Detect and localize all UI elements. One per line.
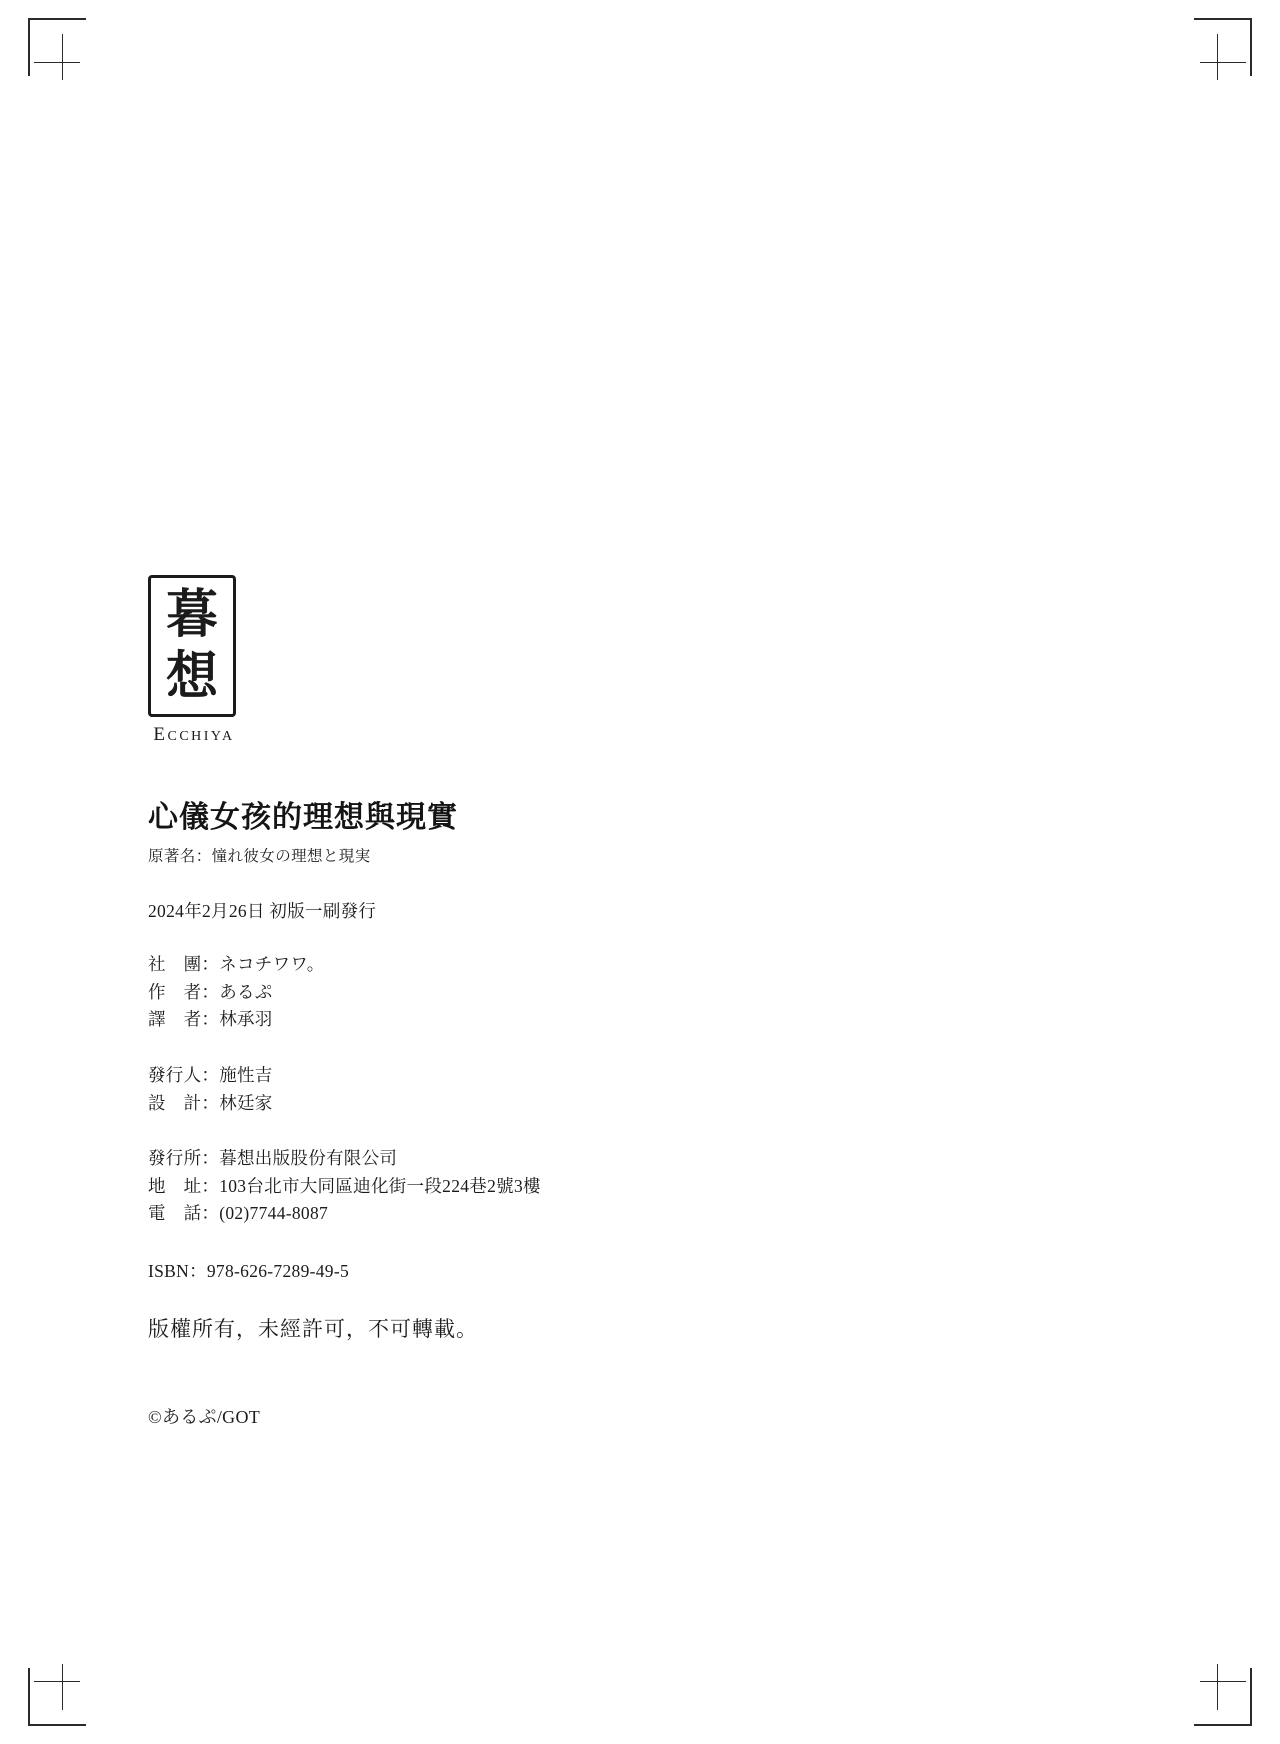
- credit-row: 發行人：施性吉: [148, 1064, 273, 1085]
- publisher-address-row: 地 址：103台北市大同區迪化街一段224巷2號3樓: [148, 1175, 541, 1196]
- credit-row: 設 計：林廷家: [148, 1092, 273, 1113]
- registration-mark-top-right-horizontal: [1200, 62, 1246, 63]
- crop-mark-top-right: [1194, 18, 1252, 76]
- crop-mark-bottom-right: [1194, 1668, 1252, 1726]
- publisher-logo-romanization-initial: E: [153, 724, 168, 745]
- copyright-credit: ©あるぷ/GOT: [148, 1407, 261, 1428]
- isbn-row: ISBN：978-626-7289-49-5: [148, 1261, 350, 1282]
- publisher-logo-mark: [148, 575, 236, 717]
- registration-mark-bottom-right-horizontal: [1200, 1681, 1246, 1682]
- registration-mark-bottom-right-vertical: [1217, 1664, 1218, 1710]
- publisher-logo-romanization-rest: CCHIYA: [167, 729, 235, 744]
- publisher-details: [148, 1145, 908, 1228]
- credit-row: 社 團：ネコチワワ。: [148, 954, 325, 974]
- colophon-block: [148, 575, 908, 1429]
- publication-date: 2024年2月26日 初版一刷發行: [148, 901, 377, 921]
- publisher-name-row: 發行所：暮想出版股份有限公司: [148, 1148, 398, 1169]
- registration-mark-top-left-horizontal: [34, 62, 80, 63]
- registration-mark-bottom-left-vertical: [62, 1664, 63, 1710]
- rights-notice: 版權所有，未經許可，不可轉載。: [148, 1317, 478, 1342]
- publisher-logo: [148, 575, 240, 746]
- publisher-phone-row: 電 話：(02)7744-8087: [148, 1203, 329, 1224]
- registration-mark-top-right-vertical: [1217, 34, 1218, 80]
- credits-primary: [148, 951, 908, 1034]
- publisher-logo-romanization: [148, 724, 240, 746]
- registration-mark-bottom-left-horizontal: [34, 1681, 80, 1682]
- publisher-logo-glyph-top: 暮: [165, 584, 218, 645]
- crop-mark-bottom-left: [28, 1668, 86, 1726]
- original-title: 原著名：憧れ彼女の理想と現実: [148, 847, 371, 865]
- crop-mark-top-left: [28, 18, 86, 76]
- credits-secondary: [148, 1062, 908, 1117]
- publisher-logo-glyph-bottom: 想: [165, 646, 218, 707]
- book-title: 心儀女孩的理想與現實: [148, 800, 458, 835]
- credit-row: 作 者：あるぷ: [148, 981, 273, 1002]
- registration-mark-top-left-vertical: [62, 34, 63, 80]
- credit-row: 譯 者：林承羽: [148, 1009, 273, 1030]
